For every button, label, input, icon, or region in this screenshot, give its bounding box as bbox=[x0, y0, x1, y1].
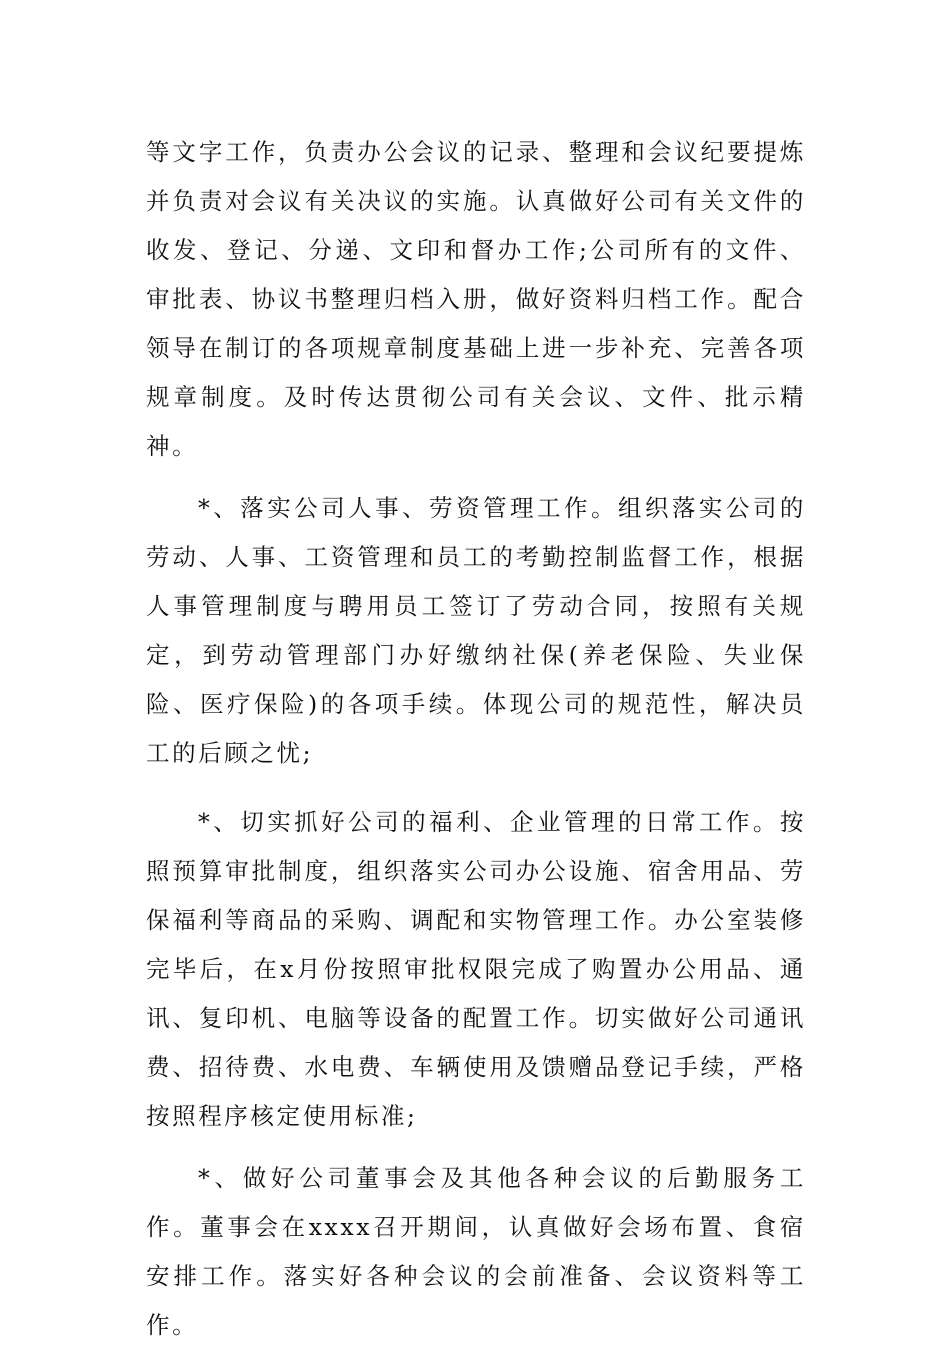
paragraph-3: *、切实抓好公司的福利、企业管理的日常工作。按照预算审批制度，组织落实公司办公设施、宿舍用品、劳保福利等商品的采购、调配和实物管理工作。办公室装修完毕后，在x月份按照审批权限完成了购置办公用品、通讯、复印机、电脑等设备的配置工作。切实做好公司通讯费、招待费、水电费、车辆使用及馈赠品登记手续，严格按照程序核定使用标准; bbox=[146, 808, 806, 1130]
paragraph-2: *、落实公司人事、劳资管理工作。组织落实公司的劳动、人事、工资管理和员工的考勤控制监督工作，根据人事管理制度与聘用员工签订了劳动合同，按照有关规定，到劳动管理部门办好缴纳社保(养老保险、失业保险、医疗保险)的各项手续。体现公司的规范性，解决员工的后顾之忧; bbox=[146, 494, 806, 767]
document-body bbox=[146, 128, 806, 1350]
paragraph-4: *、做好公司董事会及其他各种会议的后勤服务工作。董事会在xxxx召开期间，认真做好会场布置、食宿安排工作。落实好各种会议的会前准备、会议资料等工作。 bbox=[146, 1164, 806, 1339]
paragraph-1: 等文字工作，负责办公会议的记录、整理和会议纪要提炼并负责对会议有关决议的实施。认真做好公司有关文件的收发、登记、分递、文印和督办工作;公司所有的文件、审批表、协议书整理归档入册，做好资料归档工作。配合领导在制订的各项规章制度基础上进一步补充、完善各项规章制度。及时传达贯彻公司有关会议、文件、批示精神。 bbox=[146, 138, 806, 460]
